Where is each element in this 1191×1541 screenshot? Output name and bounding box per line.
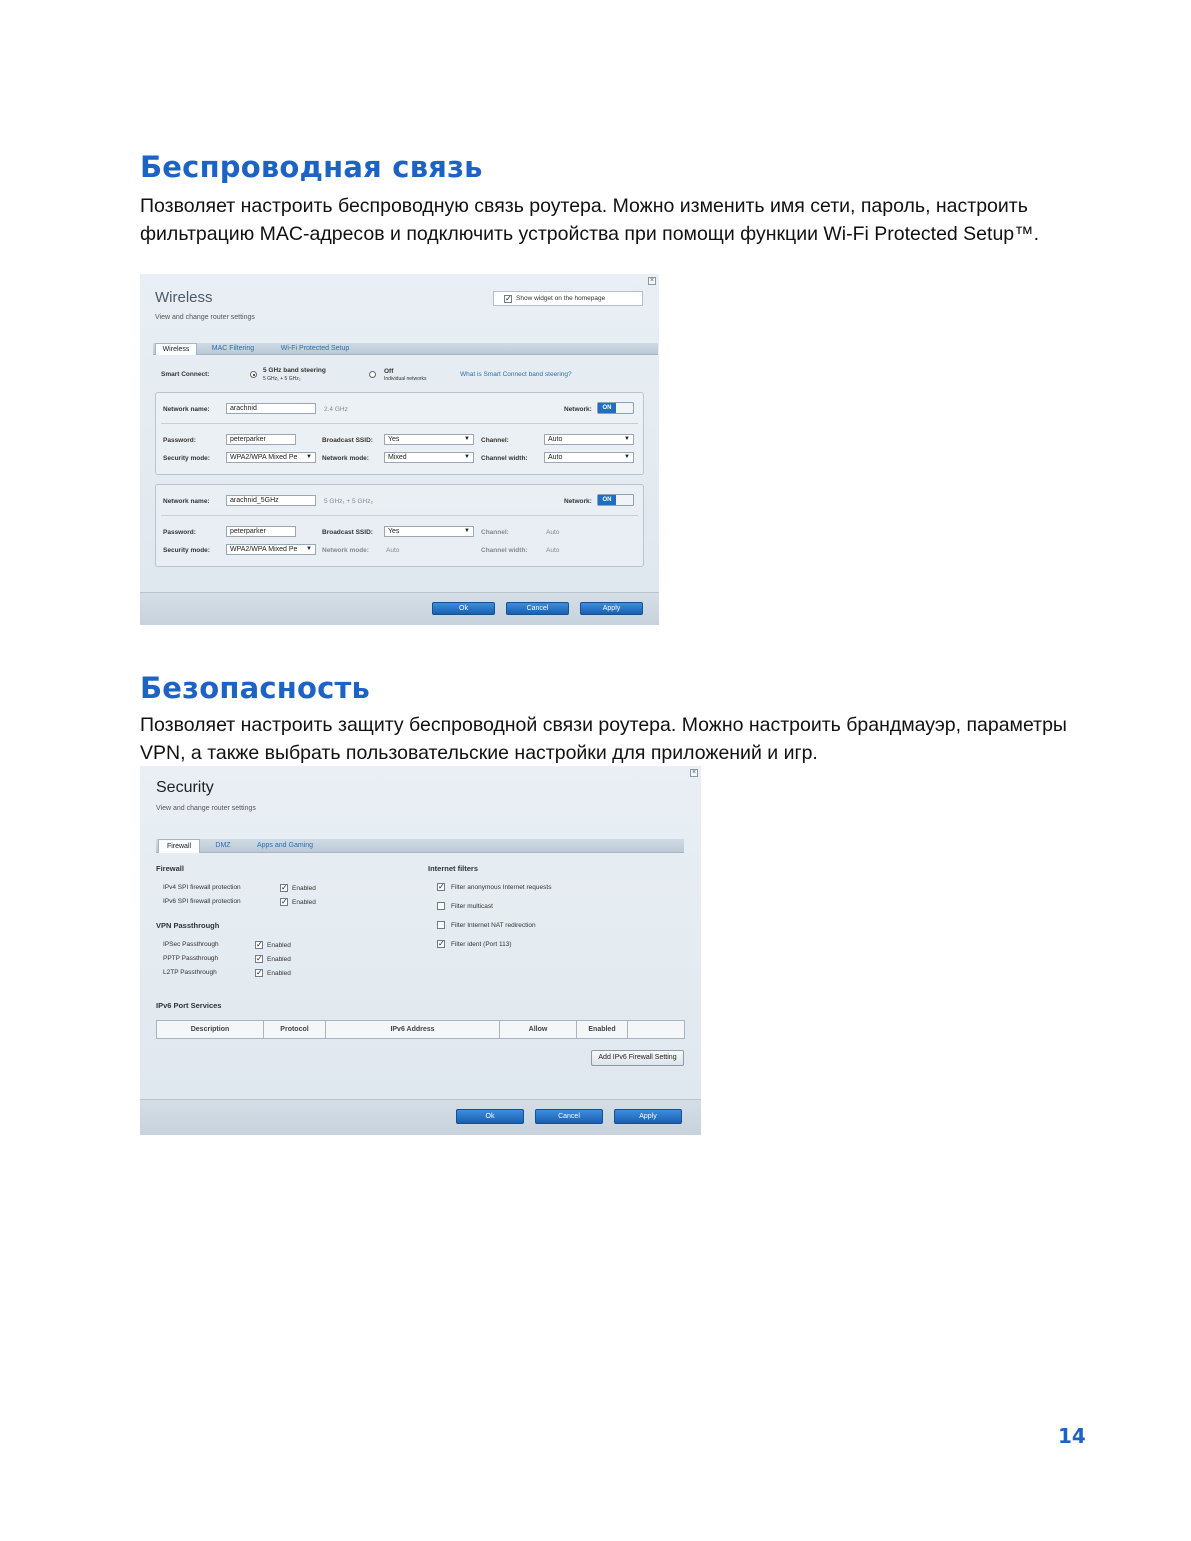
security-mode-value: WPA2/WPA Mixed Pe: [230, 454, 298, 461]
checkbox-icon[interactable]: [437, 902, 445, 910]
tab-firewall[interactable]: Firewall: [158, 839, 200, 853]
page-number: 14: [1058, 1424, 1086, 1448]
radio-selected-icon[interactable]: [250, 371, 257, 378]
network-name-input[interactable]: arachnid_5GHz: [226, 495, 316, 506]
channel-label: Channel:: [481, 437, 509, 444]
internet-filters-heading: Internet filters: [428, 864, 479, 873]
dropdown-arrow-icon: ▼: [306, 546, 312, 552]
password-input[interactable]: peterparker: [226, 526, 296, 537]
network-name-input[interactable]: arachnid: [226, 403, 316, 414]
ipv4-firewall-label: IPv4 SPI firewall protection: [163, 884, 241, 891]
tab-wireless[interactable]: Wireless: [155, 343, 197, 355]
band-steering-sub: 5 GHz₁ + 5 GHz₂: [263, 376, 301, 382]
network-name-label: Network name:: [163, 498, 210, 505]
wireless-panel: [140, 274, 659, 625]
toggle-on-label: ON: [598, 403, 616, 413]
network-mode-label: Network mode:: [322, 455, 369, 462]
checkbox-checked-icon[interactable]: ✓: [438, 882, 445, 891]
widget-checkbox-label: Show widget on the homepage: [516, 295, 606, 302]
panel-title: Security: [156, 779, 214, 796]
broadcast-ssid-value: Yes: [388, 436, 400, 443]
network-mode-value: Mixed: [388, 454, 407, 461]
network-toggle-label: Network:: [564, 406, 592, 413]
panel-subtitle: View and change router settings: [155, 314, 255, 321]
dropdown-arrow-icon: ▼: [624, 436, 630, 442]
channel-width-value: Auto: [546, 547, 560, 554]
broadcast-ssid-value: Yes: [388, 528, 400, 535]
security-panel: [140, 766, 701, 1135]
band-steering-option[interactable]: 5 GHz band steering: [263, 367, 326, 374]
panel-subtitle: View and change router settings: [156, 805, 256, 812]
panel-footer: [140, 1099, 701, 1135]
channel-value: Auto: [546, 529, 560, 536]
panel-title: Wireless: [155, 289, 213, 306]
security-mode-select[interactable]: [226, 452, 316, 463]
security-mode-value: WPA2/WPA Mixed Pe: [230, 546, 298, 553]
ipv4-firewall-value: Enabled: [292, 885, 316, 892]
dropdown-arrow-icon: ▼: [624, 454, 630, 460]
col-actions: [628, 1021, 684, 1038]
tab-wps[interactable]: Wi-Fi Protected Setup: [280, 345, 350, 352]
cancel-button[interactable]: Cancel: [535, 1109, 603, 1124]
l2tp-label: L2TP Passthrough: [163, 969, 217, 976]
network-mode-label: Network mode:: [322, 547, 369, 554]
checkbox-checked-icon[interactable]: ✓: [256, 940, 263, 949]
checkbox-icon[interactable]: [437, 921, 445, 929]
tab-bar: [153, 343, 658, 355]
filter-ident-label: Filter ident (Port 113): [451, 941, 512, 948]
channel-width-label: Channel width:: [481, 455, 528, 462]
channel-select[interactable]: [544, 434, 634, 445]
ipv6-port-services-heading: IPv6 Port Services: [156, 1001, 222, 1010]
ok-button[interactable]: Ok: [432, 602, 495, 615]
checkbox-checked-icon[interactable]: ✓: [281, 897, 288, 906]
tab-mac-filtering[interactable]: MAC Filtering: [211, 345, 255, 352]
divider: [161, 423, 638, 424]
band-label: 5 GHz₁ + 5 GHz₂: [324, 498, 373, 505]
channel-width-value: Auto: [548, 454, 563, 461]
close-icon[interactable]: ×: [691, 769, 697, 776]
channel-label: Channel:: [481, 529, 509, 536]
toggle-on-label: ON: [598, 495, 616, 505]
network-toggle-label: Network:: [564, 498, 592, 505]
broadcast-ssid-select[interactable]: [384, 526, 474, 537]
security-mode-label: Security mode:: [163, 547, 210, 554]
dropdown-arrow-icon: ▼: [464, 436, 470, 442]
cancel-button[interactable]: Cancel: [506, 602, 569, 615]
band-label: 2.4 GHz: [324, 406, 348, 413]
close-icon[interactable]: ×: [649, 277, 655, 284]
smart-connect-help-link[interactable]: What is Smart Connect band steering?: [460, 371, 572, 378]
checkbox-checked-icon[interactable]: ✓: [281, 883, 288, 892]
tab-apps-gaming[interactable]: Apps and Gaming: [256, 842, 314, 849]
broadcast-ssid-label: Broadcast SSID:: [322, 529, 373, 536]
checkbox-checked-icon[interactable]: ✓: [256, 968, 263, 977]
dropdown-arrow-icon: ▼: [306, 454, 312, 460]
password-input[interactable]: peterparker: [226, 434, 296, 445]
channel-width-select[interactable]: [544, 452, 634, 463]
section-paragraph-wireless: Позволяет настроить беспроводную связь роутера. Можно изменить имя сети, пароль, настроить фильтрацию MAC-адресов и подключить устройства при помощи функции Wi-Fi Protected Setup™.: [140, 195, 1040, 245]
channel-width-label: Channel width:: [481, 547, 528, 554]
channel-value: Auto: [548, 436, 563, 443]
dropdown-arrow-icon: ▼: [464, 528, 470, 534]
network-toggle[interactable]: [597, 402, 634, 414]
col-enabled: Enabled: [577, 1021, 628, 1038]
ipv6-port-table-header: [156, 1020, 685, 1039]
dropdown-arrow-icon: ▼: [464, 454, 470, 460]
divider: [161, 515, 638, 516]
security-mode-select[interactable]: [226, 544, 316, 555]
col-ipv6-address: IPv6 Address: [326, 1021, 500, 1038]
checkbox-checked-icon[interactable]: ✓: [438, 939, 445, 948]
radio-icon[interactable]: [369, 371, 376, 378]
broadcast-ssid-select[interactable]: [384, 434, 474, 445]
section-paragraph-security: Позволяет настроить защиту беспроводной связи роутера. Можно настроить брандмауэр, параметры VPN, а также выбрать пользовательские настройки для приложений и игр.: [140, 714, 1067, 764]
broadcast-ssid-label: Broadcast SSID:: [322, 437, 373, 444]
smart-connect-label: Smart Connect:: [161, 371, 210, 378]
tab-bar: [156, 839, 684, 853]
tab-dmz[interactable]: DMZ: [215, 842, 231, 849]
network-toggle[interactable]: [597, 494, 634, 506]
filter-anonymous-label: Filter anonymous Internet requests: [451, 884, 552, 891]
checkbox-checked-icon[interactable]: ✓: [256, 954, 263, 963]
firewall-heading: Firewall: [156, 864, 184, 873]
ipv6-firewall-value: Enabled: [292, 899, 316, 906]
section-heading-wireless: Беспроводная связь: [140, 150, 483, 184]
add-ipv6-firewall-button[interactable]: Add IPv6 Firewall Setting: [591, 1050, 684, 1066]
pptp-value: Enabled: [267, 956, 291, 963]
network-mode-select[interactable]: [384, 452, 474, 463]
network-group-5ghz: [155, 484, 644, 567]
checkbox-checked-icon[interactable]: ✓: [505, 294, 512, 303]
ok-button[interactable]: Ok: [456, 1109, 524, 1124]
network-group-24ghz: [155, 392, 644, 475]
ipsec-label: IPSec Passthrough: [163, 941, 219, 948]
apply-button[interactable]: Apply: [614, 1109, 682, 1124]
password-label: Password:: [163, 437, 196, 444]
filter-nat-label: Filter Internet NAT redirection: [451, 922, 536, 929]
l2tp-value: Enabled: [267, 970, 291, 977]
widget-option[interactable]: [493, 291, 643, 306]
ipv6-firewall-label: IPv6 SPI firewall protection: [163, 898, 241, 905]
col-protocol: Protocol: [264, 1021, 326, 1038]
section-heading-security: Безопасность: [140, 671, 371, 705]
password-label: Password:: [163, 529, 196, 536]
col-description: Description: [157, 1021, 264, 1038]
security-mode-label: Security mode:: [163, 455, 210, 462]
off-option[interactable]: Off: [384, 368, 394, 375]
col-allow: Allow: [500, 1021, 577, 1038]
network-name-label: Network name:: [163, 406, 210, 413]
panel-footer: [140, 592, 659, 625]
network-mode-value: Auto: [386, 547, 400, 554]
vpn-heading: VPN Passthrough: [156, 921, 220, 930]
pptp-label: PPTP Passthrough: [163, 955, 219, 962]
filter-multicast-label: Filter multicast: [451, 903, 493, 910]
off-sub: Individual networks: [384, 376, 427, 382]
apply-button[interactable]: Apply: [580, 602, 643, 615]
ipsec-value: Enabled: [267, 942, 291, 949]
